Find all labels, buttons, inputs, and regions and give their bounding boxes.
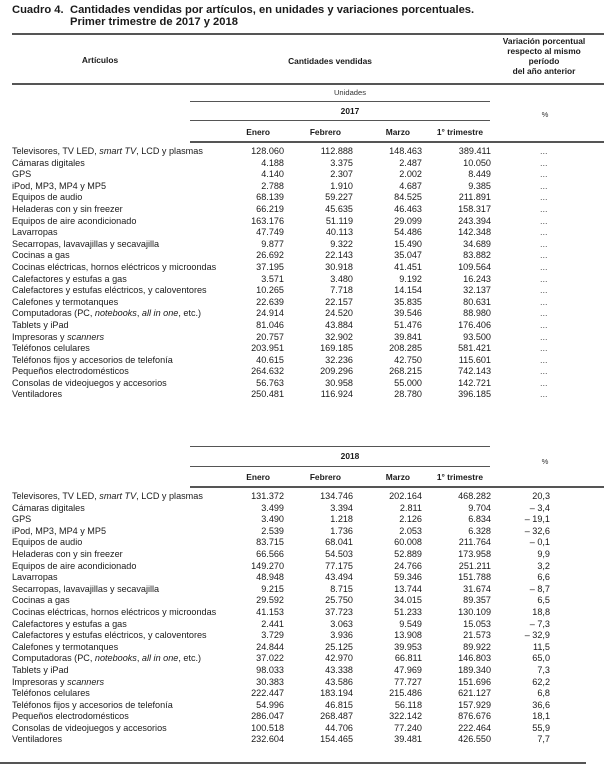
trimestre-value: 32.137: [463, 285, 491, 296]
col-febrero-2018: Febrero: [309, 472, 341, 482]
trimestre-value: 21.573: [463, 630, 491, 641]
febrero-value: 268.487: [320, 711, 353, 722]
col-enero-2017: Enero: [246, 127, 270, 137]
row-label: Calefones y termotanques: [12, 641, 119, 652]
variation-value: 62,2: [532, 676, 550, 687]
marzo-value: 24.766: [394, 560, 422, 571]
row-label: Calefactores y estufas a gas: [12, 273, 127, 284]
variation-value: ...: [540, 285, 548, 296]
trimestre-value: 151.788: [458, 572, 491, 583]
variation-value: ...: [540, 273, 548, 284]
febrero-value: 7.718: [330, 285, 353, 296]
marzo-value: 55.000: [394, 377, 422, 388]
marzo-value: 9.192: [399, 273, 422, 284]
enero-value: 2.441: [261, 618, 284, 629]
enero-value: 47.749: [256, 227, 284, 238]
table-number: Cuadro 4.: [12, 4, 64, 16]
row-label: Televisores, TV LED, smart TV, LCD y plasmas: [12, 146, 203, 156]
marzo-value: 47.969: [394, 664, 422, 675]
marzo-value: 13.908: [394, 630, 422, 641]
trimestre-value: 10.050: [463, 157, 491, 168]
enero-value: 37.195: [256, 261, 284, 272]
febrero-value: 25.125: [325, 641, 353, 652]
enero-value: 10.265: [256, 285, 284, 296]
febrero-value: 22.143: [325, 250, 353, 261]
percent-label-2018: %: [541, 457, 549, 466]
variacion-line: del año anterior: [512, 66, 576, 76]
enero-value: 3.490: [261, 514, 284, 525]
row-label: Equipos de audio: [12, 192, 83, 203]
febrero-value: 3.936: [330, 630, 353, 641]
enero-value: 30.383: [256, 676, 284, 687]
enero-value: 56.763: [256, 377, 284, 388]
row-label: Teléfonos fijos y accesorios de telefonía: [12, 354, 173, 365]
trimestre-value: 15.053: [463, 618, 491, 629]
col-marzo-2017: Marzo: [385, 127, 410, 137]
trimestre-value: 157.929: [458, 699, 491, 710]
variation-value: ...: [540, 215, 548, 226]
febrero-value: 30.918: [325, 261, 353, 272]
variacion-line: respecto al mismo: [507, 46, 581, 56]
marzo-value: 51.233: [394, 606, 422, 617]
variation-value: ...: [540, 296, 548, 307]
marzo-value: 56.118: [394, 699, 422, 710]
variation-value: ...: [540, 366, 548, 377]
row-label: Heladeras con y sin freezer: [12, 548, 123, 559]
marzo-value: 77.727: [394, 676, 422, 687]
febrero-value: 24.520: [325, 308, 353, 319]
enero-value: 54.996: [256, 699, 284, 710]
trimestre-value: 142.348: [458, 227, 491, 238]
trimestre-value: 93.500: [463, 331, 491, 342]
trimestre-value: 426.550: [458, 734, 491, 745]
trimestre-value: 9.704: [468, 502, 491, 513]
header-variacion: [486, 36, 602, 76]
enero-value: 48.948: [256, 572, 284, 583]
variation-value: ...: [540, 250, 548, 261]
enero-value: 149.270: [251, 560, 284, 571]
marzo-value: 60.008: [394, 537, 422, 548]
marzo-value: 268.215: [389, 366, 422, 377]
febrero-value: 46.815: [325, 699, 353, 710]
variation-value: – 3,4: [529, 502, 550, 513]
enero-value: 286.047: [251, 711, 284, 722]
enero-value: 9.215: [261, 583, 284, 594]
variation-value: ...: [540, 180, 548, 191]
febrero-value: 3.394: [330, 502, 353, 513]
header-cantidades: Cantidades vendidas: [288, 56, 372, 66]
trimestre-value: 581.421: [458, 343, 491, 354]
row-label: Ventiladores: [12, 734, 63, 745]
enero-value: 20.757: [256, 331, 284, 342]
febrero-value: 22.157: [325, 296, 353, 307]
febrero-value: 3.063: [330, 618, 353, 629]
col-marzo-2018: Marzo: [385, 472, 410, 482]
marzo-value: 14.154: [394, 285, 422, 296]
variation-value: ...: [540, 343, 548, 354]
enero-value: 3.499: [261, 502, 284, 513]
variation-value: 9,9: [537, 548, 550, 559]
row-label: Equipos de aire acondicionado: [12, 560, 137, 571]
row-label: Televisores, TV LED, smart TV, LCD y plasmas: [12, 491, 203, 501]
variation-value: 18,8: [532, 606, 550, 617]
trimestre-value: 222.464: [458, 722, 491, 733]
column-rule-2018: [190, 486, 604, 488]
marzo-value: 13.744: [394, 583, 422, 594]
febrero-value: 37.723: [325, 606, 353, 617]
variation-value: – 7,3: [529, 618, 550, 629]
febrero-value: 9.322: [330, 238, 353, 249]
trimestre-value: 158.317: [458, 203, 491, 214]
variation-value: ...: [540, 157, 548, 168]
febrero-value: 209.296: [320, 366, 353, 377]
febrero-value: 1.736: [330, 525, 353, 536]
trimestre-value: 6.328: [468, 525, 491, 536]
marzo-value: 322.142: [389, 711, 422, 722]
row-label: Secarropas, lavavajillas y secavajilla: [12, 238, 160, 249]
marzo-value: 29.099: [394, 215, 422, 226]
variation-value: ...: [540, 389, 548, 400]
febrero-value: 116.924: [320, 389, 353, 400]
trimestre-value: 468.282: [458, 491, 491, 501]
trimestre-value: 80.631: [463, 296, 491, 307]
top-rule: [12, 33, 604, 35]
febrero-value: 3.480: [330, 273, 353, 284]
variation-value: 3,2: [537, 560, 550, 571]
marzo-value: 202.164: [389, 491, 422, 501]
febrero-value: 2.307: [330, 169, 353, 180]
enero-value: 2.539: [261, 525, 284, 536]
row-label: iPod, MP3, MP4 y MP5: [12, 180, 107, 191]
trimestre-value: 176.406: [458, 319, 491, 330]
marzo-value: 77.240: [394, 722, 422, 733]
variation-value: ...: [540, 354, 548, 365]
variation-value: 65,0: [532, 653, 550, 664]
marzo-value: 215.486: [389, 688, 422, 699]
row-label: Teléfonos fijos y accesorios de telefonía: [12, 699, 173, 710]
marzo-value: 148.463: [389, 146, 422, 156]
trimestre-value: 130.109: [458, 606, 491, 617]
variation-value: ...: [540, 227, 548, 238]
marzo-value: 39.841: [394, 331, 422, 342]
enero-value: 68.139: [256, 192, 284, 203]
febrero-value: 43.338: [325, 664, 353, 675]
row-label: Computadoras (PC, notebooks, all in one, etc.): [12, 653, 202, 664]
variacion-line: Variación porcentual: [502, 36, 586, 46]
row-label: Tablets y iPad: [12, 664, 69, 675]
trimestre-value: 189.340: [458, 664, 491, 675]
marzo-value: 2.053: [399, 525, 422, 536]
enero-value: 222.447: [251, 688, 284, 699]
row-label: GPS: [12, 514, 32, 525]
row-label: Pequeños electrodomésticos: [12, 366, 129, 377]
row-label: Calefones y termotanques: [12, 296, 119, 307]
trimestre-value: 876.676: [458, 711, 491, 722]
trimestre-value: 88.980: [463, 308, 491, 319]
marzo-value: 54.486: [394, 227, 422, 238]
febrero-value: 59.227: [325, 192, 353, 203]
variation-value: 6,8: [537, 688, 550, 699]
enero-value: 264.632: [251, 366, 284, 377]
variation-value: ...: [540, 169, 548, 180]
febrero-value: 32.902: [325, 331, 353, 342]
marzo-value: 41.451: [394, 261, 422, 272]
febrero-value: 42.970: [325, 653, 353, 664]
percent-label-2017: %: [541, 110, 549, 119]
febrero-value: 3.375: [330, 157, 353, 168]
row-label: Lavarropas: [12, 227, 58, 238]
marzo-value: 2.811: [399, 502, 422, 513]
year-top-rule-2018: [190, 446, 490, 447]
enero-value: 41.153: [256, 606, 284, 617]
trimestre-value: 251.211: [458, 560, 491, 571]
row-label: Cocinas a gas: [12, 595, 70, 606]
trimestre-value: 115.601: [458, 354, 491, 365]
marzo-value: 35.047: [394, 250, 422, 261]
variation-value: 20,3: [532, 491, 550, 501]
year-rule-2018: [190, 466, 490, 467]
variation-value: ...: [540, 308, 548, 319]
enero-value: 131.372: [251, 491, 284, 501]
variation-value: – 8,7: [529, 583, 550, 594]
febrero-value: 43.494: [325, 572, 353, 583]
row-label: Secarropas, lavavajillas y secavajilla: [12, 583, 160, 594]
variation-value: ...: [540, 203, 548, 214]
marzo-value: 42.750: [394, 354, 422, 365]
marzo-value: 35.835: [394, 296, 422, 307]
enero-value: 4.188: [261, 157, 284, 168]
table-title: [12, 4, 474, 28]
row-label: Equipos de aire acondicionado: [12, 215, 137, 226]
row-label: Equipos de audio: [12, 537, 83, 548]
marzo-value: 52.889: [394, 548, 422, 559]
trimestre-value: 31.674: [463, 583, 491, 594]
trimestre-value: 8.449: [468, 169, 491, 180]
febrero-value: 40.113: [325, 227, 353, 238]
trimestre-value: 742.143: [458, 366, 491, 377]
row-label: GPS: [12, 169, 32, 180]
variation-value: 55,9: [532, 722, 550, 733]
trimestre-value: 173.958: [458, 548, 491, 559]
row-label: Impresoras y scanners: [12, 331, 104, 342]
marzo-value: 208.285: [389, 343, 422, 354]
enero-value: 81.046: [256, 319, 284, 330]
enero-value: 98.033: [256, 664, 284, 675]
row-label: Cámaras digitales: [12, 502, 85, 513]
row-label: iPod, MP3, MP4 y MP5: [12, 525, 107, 536]
enero-value: 22.639: [256, 296, 284, 307]
row-label: Consolas de videojuegos y accesorios: [12, 377, 167, 388]
variation-value: – 32,6: [524, 525, 550, 536]
trimestre-value: 34.689: [463, 238, 491, 249]
enero-value: 9.877: [261, 238, 284, 249]
variation-value: ...: [540, 377, 548, 388]
col-trimestre-2018: 1° trimestre: [436, 472, 483, 482]
row-label: Cámaras digitales: [12, 157, 85, 168]
row-label: Calefactores y estufas eléctricos, y caloventores: [12, 630, 207, 641]
row-label: Lavarropas: [12, 572, 58, 583]
marzo-value: 59.346: [394, 572, 422, 583]
row-label: Pequeños electrodomésticos: [12, 711, 129, 722]
trimestre-value: 396.185: [458, 389, 491, 400]
febrero-value: 1.910: [330, 180, 353, 191]
febrero-value: 44.706: [325, 722, 353, 733]
variation-value: 18,1: [532, 711, 550, 722]
enero-value: 40.615: [256, 354, 284, 365]
variacion-line: período: [528, 56, 560, 66]
febrero-value: 1.218: [330, 514, 353, 525]
row-label: Impresoras y scanners: [12, 676, 104, 687]
enero-value: 24.844: [256, 641, 284, 652]
marzo-value: 4.687: [399, 180, 422, 191]
variation-value: – 19,1: [524, 514, 550, 525]
febrero-value: 183.194: [320, 688, 353, 699]
variation-value: ...: [540, 319, 548, 330]
enero-value: 128.060: [251, 146, 284, 156]
marzo-value: 28.780: [394, 389, 422, 400]
enero-value: 29.592: [256, 595, 284, 606]
marzo-value: 39.953: [394, 641, 422, 652]
febrero-value: 25.750: [325, 595, 353, 606]
trimestre-value: 151.696: [458, 676, 491, 687]
variation-value: 11,5: [532, 641, 550, 652]
trimestre-value: 142.721: [458, 377, 491, 388]
row-label: Cocinas eléctricas, hornos eléctricos y microondas: [12, 261, 217, 272]
febrero-value: 43.884: [325, 319, 353, 330]
enero-value: 3.571: [261, 273, 284, 284]
variation-value: – 32,9: [524, 630, 550, 641]
marzo-value: 15.490: [394, 238, 422, 249]
febrero-value: 112.888: [320, 146, 353, 156]
header-articulos: Artículos: [81, 55, 119, 65]
row-label: Cocinas eléctricas, hornos eléctricos y microondas: [12, 606, 217, 617]
trimestre-value: 89.357: [463, 595, 491, 606]
col-febrero-2017: Febrero: [309, 127, 341, 137]
row-label: Cocinas a gas: [12, 250, 70, 261]
febrero-value: 54.503: [325, 548, 353, 559]
enero-value: 4.140: [261, 169, 284, 180]
marzo-value: 2.487: [399, 157, 422, 168]
enero-value: 83.715: [256, 537, 284, 548]
marzo-value: 9.549: [399, 618, 422, 629]
febrero-value: 154.465: [320, 734, 353, 745]
febrero-value: 45.635: [325, 203, 353, 214]
row-label: Calefactores y estufas a gas: [12, 618, 127, 629]
trimestre-value: 243.394: [458, 215, 491, 226]
trimestre-value: 211.891: [458, 192, 491, 203]
title-line-2: Primer trimestre de 2017 y 2018: [70, 16, 238, 28]
enero-value: 250.481: [251, 389, 284, 400]
marzo-value: 2.126: [399, 514, 422, 525]
trimestre-value: 16.243: [463, 273, 491, 284]
row-label: Teléfonos celulares: [12, 688, 90, 699]
febrero-value: 68.041: [325, 537, 353, 548]
row-label: Teléfonos celulares: [12, 343, 90, 354]
marzo-value: 46.463: [394, 203, 422, 214]
row-label: Tablets y iPad: [12, 319, 69, 330]
trimestre-value: 83.882: [463, 250, 491, 261]
febrero-value: 134.746: [320, 491, 353, 501]
year-2017: 2017: [340, 106, 360, 116]
marzo-value: 2.002: [399, 169, 422, 180]
trimestre-value: 621.127: [458, 688, 491, 699]
enero-value: 66.219: [256, 203, 284, 214]
enero-value: 26.692: [256, 250, 284, 261]
trimestre-value: 6.834: [468, 514, 491, 525]
bottom-rule: [0, 762, 586, 764]
header-rule: [12, 83, 604, 85]
units-label: Unidades: [333, 88, 367, 97]
col-trimestre-2017: 1° trimestre: [436, 127, 483, 137]
marzo-value: 39.546: [394, 308, 422, 319]
variation-value: 7,3: [537, 664, 550, 675]
enero-value: 163.176: [251, 215, 284, 226]
enero-value: 3.729: [261, 630, 284, 641]
col-enero-2018: Enero: [246, 472, 270, 482]
variation-value: ...: [540, 261, 548, 272]
trimestre-value: 109.564: [458, 261, 491, 272]
marzo-value: 34.015: [394, 595, 422, 606]
row-label: Computadoras (PC, notebooks, all in one, etc.): [12, 308, 202, 319]
variation-value: 7,7: [537, 734, 550, 745]
row-label: Heladeras con y sin freezer: [12, 203, 123, 214]
variation-value: ...: [540, 331, 548, 342]
marzo-value: 84.525: [394, 192, 422, 203]
row-label: Calefactores y estufas eléctricos, y caloventores: [12, 285, 207, 296]
variation-value: 6,6: [537, 572, 550, 583]
variation-value: ...: [540, 192, 548, 203]
trimestre-value: 9.385: [468, 180, 491, 191]
enero-value: 100.518: [251, 722, 284, 733]
variation-value: – 0,1: [529, 537, 550, 548]
year-rule-2017: [190, 120, 490, 121]
year-2018: 2018: [340, 451, 360, 461]
marzo-value: 51.476: [394, 319, 422, 330]
row-label: Consolas de videojuegos y accesorios: [12, 722, 167, 733]
trimestre-value: 211.764: [458, 537, 491, 548]
trimestre-value: 389.411: [458, 146, 491, 156]
febrero-value: 51.119: [325, 215, 353, 226]
title-line-1: Cantidades vendidas por artículos, en unidades y variaciones porcentuales.: [70, 4, 475, 16]
variation-value: 6,5: [537, 595, 550, 606]
enero-value: 203.951: [251, 343, 284, 354]
enero-value: 232.604: [251, 734, 284, 745]
marzo-value: 39.481: [394, 734, 422, 745]
febrero-value: 43.586: [325, 676, 353, 687]
enero-value: 37.022: [256, 653, 284, 664]
febrero-value: 77.175: [325, 560, 353, 571]
febrero-value: 169.185: [320, 343, 353, 354]
variation-value: ...: [540, 146, 548, 156]
febrero-value: 8.715: [330, 583, 353, 594]
enero-value: 66.566: [256, 548, 284, 559]
marzo-value: 66.811: [394, 653, 422, 664]
febrero-value: 32.236: [325, 354, 353, 365]
enero-value: 2.788: [261, 180, 284, 191]
row-label: Ventiladores: [12, 389, 63, 400]
variation-value: ...: [540, 238, 548, 249]
enero-value: 24.914: [256, 308, 284, 319]
column-rule-2017: [190, 141, 604, 143]
units-rule: [190, 101, 490, 102]
variation-value: 36,6: [532, 699, 550, 710]
trimestre-value: 146.803: [458, 653, 491, 664]
trimestre-value: 89.922: [463, 641, 491, 652]
febrero-value: 30.958: [325, 377, 353, 388]
